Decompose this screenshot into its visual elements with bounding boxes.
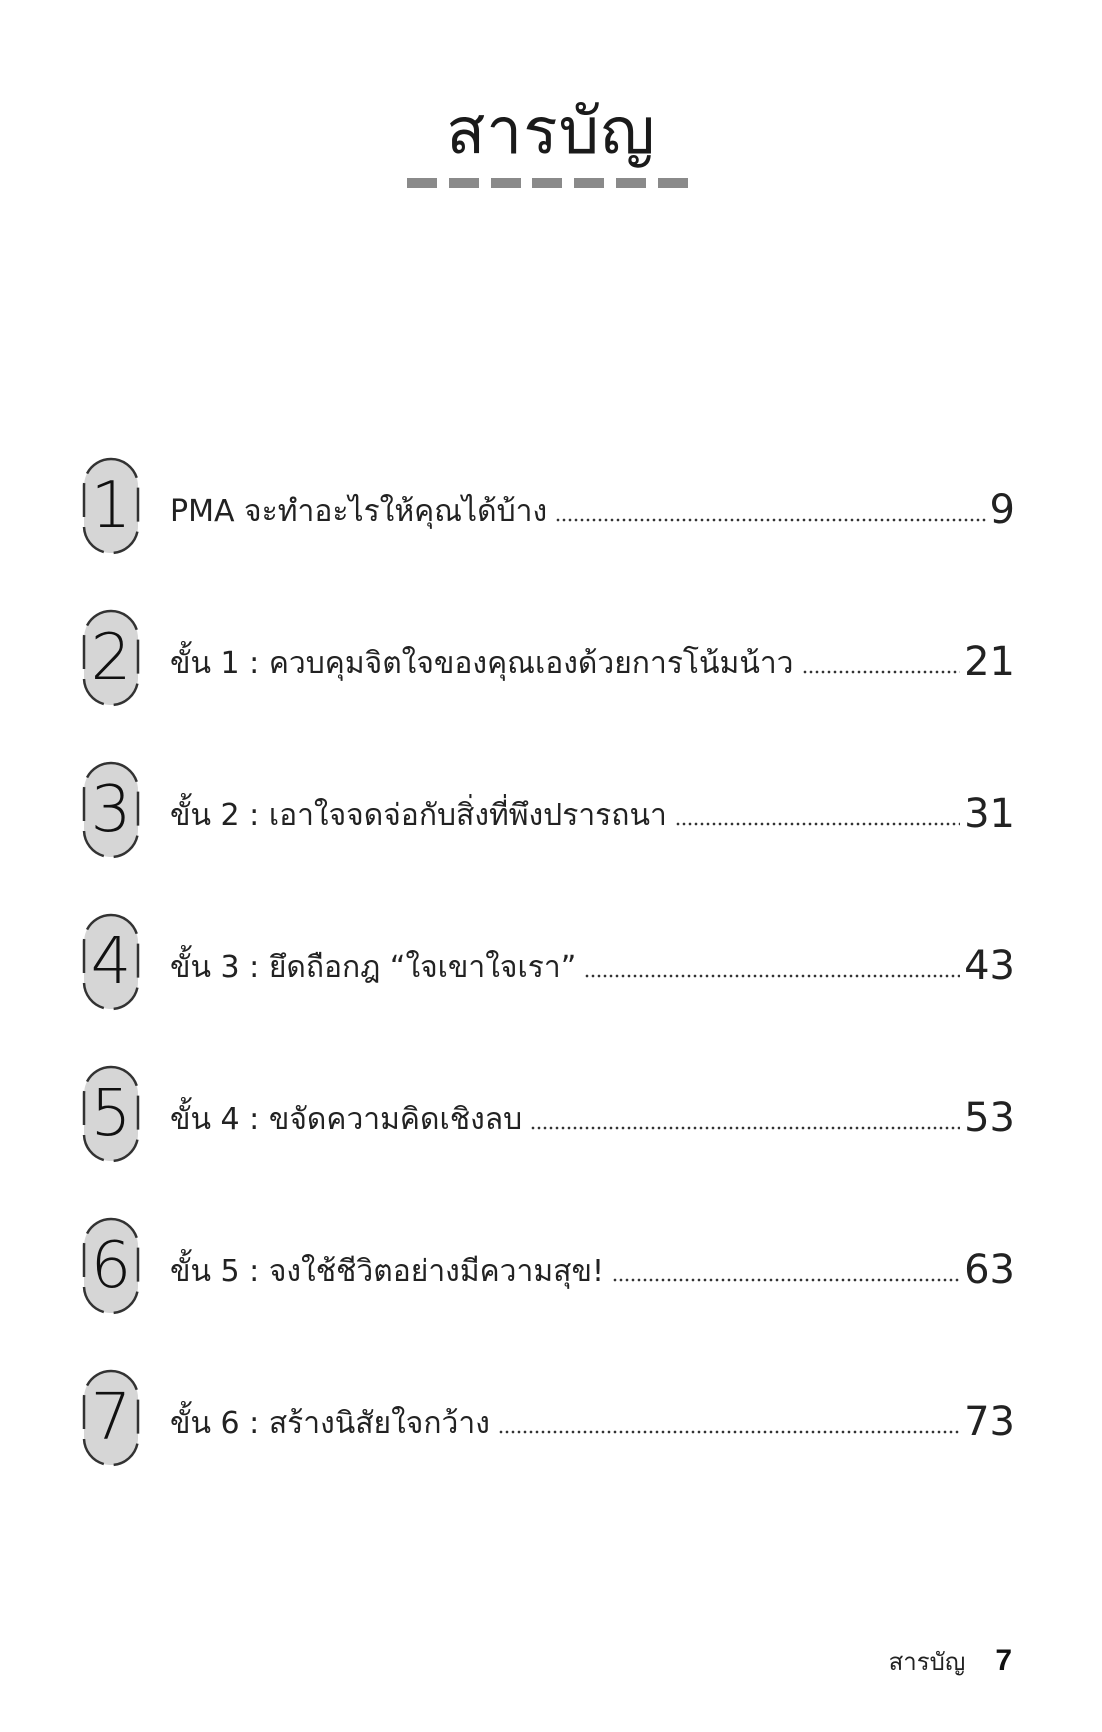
toc-entry-page: 31 [964, 791, 1015, 837]
chapter-number: 5 [90, 1077, 132, 1151]
title-rule-dash [491, 178, 521, 188]
chapter-number: 4 [90, 925, 132, 999]
toc-entry-title: ขั้น 4 : ขจัดความคิดเชิงลบ [170, 1102, 523, 1137]
toc-entry-1[interactable] [80, 456, 1015, 556]
title-rule-dash [574, 178, 604, 188]
title-rule-dash [616, 178, 646, 188]
toc-entry-page: 73 [964, 1399, 1015, 1445]
toc-entry-title: ขั้น 3 : ยึดถือกฎ “ใจเขาใจเรา” [170, 950, 577, 985]
toc-entry-7[interactable] [80, 1368, 1015, 1468]
table-of-contents [80, 456, 1015, 1520]
chapter-number: 6 [90, 1229, 132, 1303]
title-rule [407, 178, 688, 188]
dot-leader [802, 667, 961, 677]
page-title: สารบัญ [446, 95, 656, 169]
toc-entry-2[interactable] [80, 608, 1015, 708]
dot-leader [675, 819, 960, 829]
chapter-badge [80, 1368, 142, 1468]
title-rule-dash [532, 178, 562, 188]
page-number: 7 [995, 1644, 1012, 1677]
chapter-number: 3 [90, 773, 132, 847]
toc-entry-title: ขั้น 2 : เอาใจจดจ่อกับสิ่งที่พึงปรารถนา [170, 798, 667, 833]
toc-entry-page: 63 [964, 1247, 1015, 1293]
chapter-badge [80, 608, 142, 708]
chapter-number: 1 [90, 469, 132, 543]
dot-leader [498, 1427, 960, 1437]
dot-leader [612, 1275, 960, 1285]
toc-entry-title: PMA จะทำอะไรให้คุณได้บ้าง [170, 494, 548, 529]
toc-entry-page: 43 [964, 943, 1015, 989]
toc-entry-title: ขั้น 1 : ควบคุมจิตใจของคุณเองด้วยการโน้มน้าว [170, 646, 794, 681]
toc-entry-page: 9 [989, 487, 1015, 533]
running-title: สารบัญ [888, 1648, 966, 1676]
chapter-number: 7 [90, 1381, 132, 1455]
toc-entry-6[interactable] [80, 1216, 1015, 1316]
page-footer [889, 1642, 1012, 1681]
toc-entry-page: 53 [964, 1095, 1015, 1141]
chapter-number: 2 [90, 621, 132, 695]
dot-leader [555, 515, 985, 525]
title-rule-dash [407, 178, 437, 188]
toc-entry-4[interactable] [80, 912, 1015, 1012]
title-rule-dash [658, 178, 688, 188]
toc-entry-title: ขั้น 6 : สร้างนิสัยใจกว้าง [170, 1406, 490, 1441]
toc-entry-page: 21 [964, 639, 1015, 685]
chapter-badge [80, 1064, 142, 1164]
chapter-badge [80, 456, 142, 556]
dot-leader [530, 1123, 960, 1133]
chapter-badge [80, 760, 142, 860]
chapter-badge [80, 1216, 142, 1316]
dot-leader [584, 971, 960, 981]
toc-entry-title: ขั้น 5 : จงใช้ชีวิตอย่างมีความสุข! [170, 1254, 604, 1289]
chapter-badge [80, 912, 142, 1012]
title-rule-dash [449, 178, 479, 188]
toc-entry-3[interactable] [80, 760, 1015, 860]
toc-entry-5[interactable] [80, 1064, 1015, 1164]
